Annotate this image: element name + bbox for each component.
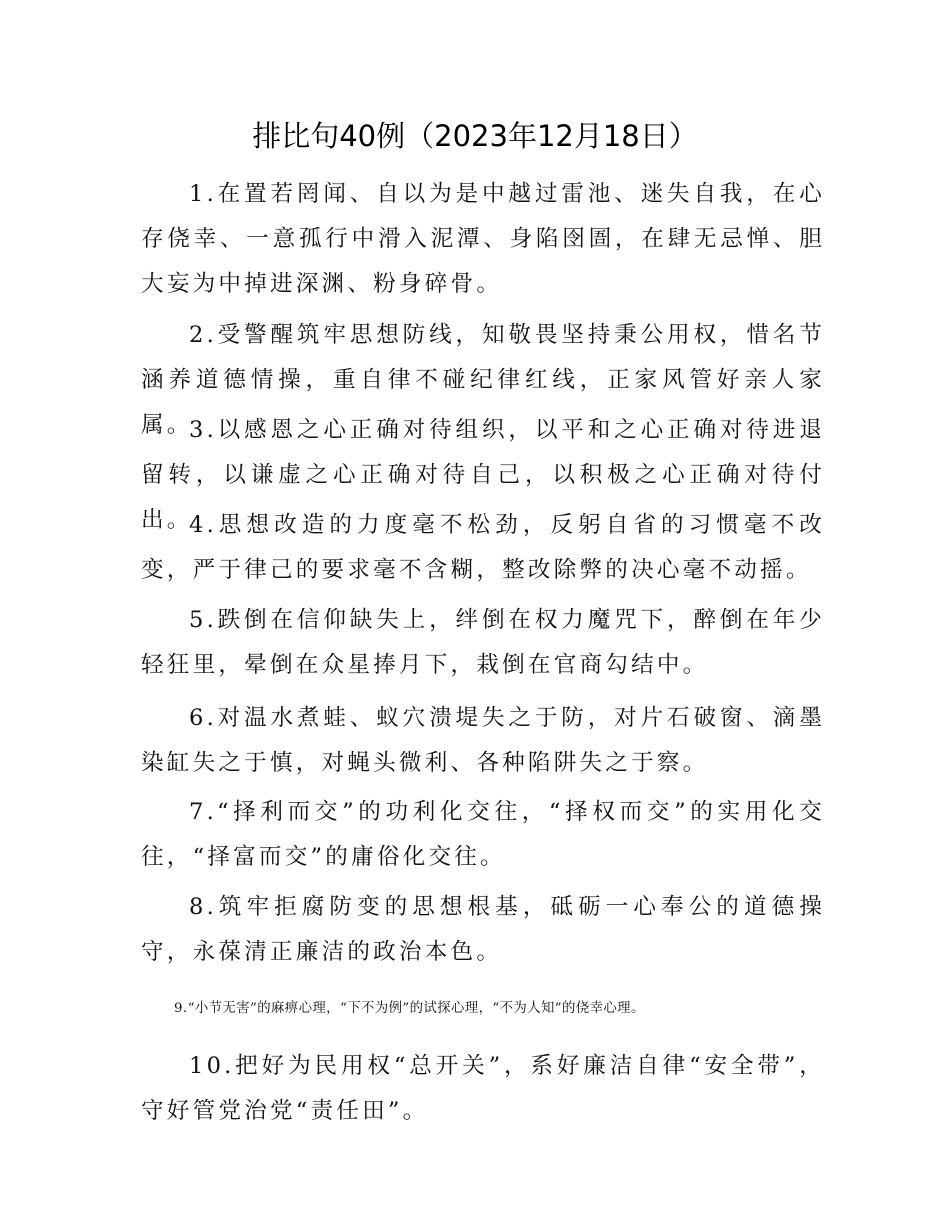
paragraph-item-5: 5.跌倒在信仰缺失上，绊倒在权力魔咒下，醉倒在年少轻狂里，晕倒在众星捧月下，栽倒在官商勾结中。 — [141, 607, 825, 678]
paragraph-item-10: 10.把好为民用权“总开关”，系好廉洁自律“安全带”，守好管党治党“责任田”。 — [141, 1053, 825, 1124]
paragraph-item-4: 4.思想改造的力度毫不松劲，反躬自省的习惯毫不改变，严于律己的要求毫不含糊，整改除弊的决心毫不动摇。 — [141, 512, 825, 583]
paragraph-item-1: 1.在置若罔闻、自以为是中越过雷池、迷失自我，在心存侥幸、一意孤行中滑入泥潭、身陷囹圄，在肆无忌惮、胆大妄为中掉进深渊、粉身碎骨。 — [141, 181, 825, 297]
paragraph-item-2: 2.受警醒筑牢思想防线，知敬畏坚持秉公用权，惜名节涵养道德情操，重自律不碰纪律红线，正家风管好亲人家属。 — [141, 322, 825, 438]
document-title: 排比句40例（2023年12月18日） — [252, 119, 698, 153]
paragraph-item-9: 9.“小节无害”的麻痹心理，“下不为例”的试探心理，“不为人知”的侥幸心理。 — [174, 1001, 645, 1016]
paragraph-item-3: 3.以感恩之心正确对待组织，以平和之心正确对待进退留转，以谦虚之心正确对待自己，以积极之心正确对待付出。 — [141, 417, 825, 533]
paragraph-item-8: 8.筑牢拒腐防变的思想根基，砥砺一心奉公的道德操守，永葆清正廉洁的政治本色。 — [141, 894, 825, 965]
paragraph-item-7: 7.“择利而交”的功利化交往，“择权而交”的实用化交往，“择富而交”的庸俗化交往。 — [141, 799, 825, 870]
paragraph-item-6: 6.对温水煮蛙、蚁穴溃堤失之于防，对片石破窗、滴墨染缸失之于慎，对蝇头微利、各种陷阱失之于察。 — [141, 705, 825, 776]
